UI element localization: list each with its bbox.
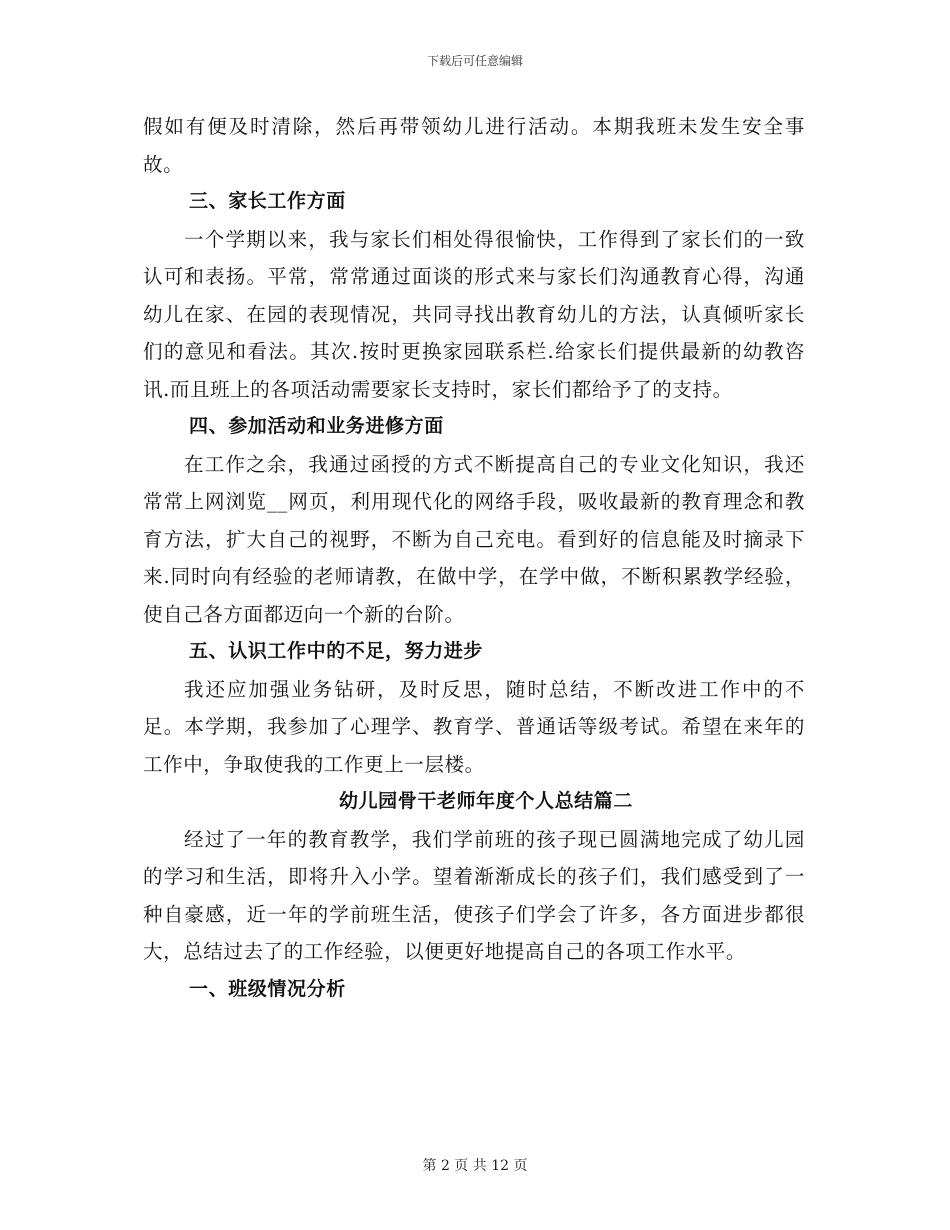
paragraph-parent-work: 一个学期以来，我与家长们相处得很愉快，工作得到了家长们的一致认可和表扬。平常，常常通过面谈的形式来与家长们沟通教育心得，沟通幼儿在家、在园的表现情况，共同寻找出教育幼儿的方法，认真倾听家长们的意见和看法。其次.按时更换家园联系栏.给家长们提供最新的幼教咨讯.而且班上的各项活动需要家长支持时，家长们都给予了的支持。 xyxy=(143,227,805,401)
heading-class-analysis: 一、班级情况分析 xyxy=(189,977,346,1000)
section-title-part-two: 幼儿园骨干老师年度个人总结篇二 xyxy=(338,790,633,812)
page-header: 下载后可任意编辑 xyxy=(426,54,523,68)
heading-shortcomings: 五、认识工作中的不足，努力进步 xyxy=(189,640,484,662)
paragraph-part-two-intro: 经过了一年的教育教学，我们学前班的孩子现已圆满地完成了幼儿园的学习和生活，即将升入小学。望着渐渐成长的孩子们，我们感受到了一种自豪感，近一年的学前班生活，使孩子们学会了许多，各方面进步都很大，总结过去了的工作经验，以便更好地提高自己的各项工作水平。 xyxy=(143,827,805,963)
paragraph-activities-study: 在工作之余，我通过函授的方式不断提高自己的专业文化知识，我还常常上网浏览__网页，利用现代化的网络手段，吸收最新的教育理念和教育方法，扩大自己的视野，不断为自己充电。看到好的信息能及时摘录下来.同时向有经验的老师请教，在做中学，在学中做，不断积累教学经验，使自己各方面都迈向一个新的台阶。 xyxy=(143,452,805,626)
paragraph-safety-continued: 假如有便及时清除，然后再带领幼儿进行活动。本期我班未发生安全事故。 xyxy=(143,115,805,176)
heading-activities-study: 四、参加活动和业务进修方面 xyxy=(189,415,444,437)
paragraph-shortcomings: 我还应加强业务钻研，及时反思，随时总结，不断改进工作中的不足。本学期，我参加了心理学、教育学、普通话等级考试。希望在来年的工作中，争取使我的工作更上一层楼。 xyxy=(143,677,805,776)
document-body xyxy=(143,108,805,1008)
heading-parent-work: 三、家长工作方面 xyxy=(189,190,346,212)
page-footer: 第 2 页 共 12 页 xyxy=(422,1158,528,1174)
